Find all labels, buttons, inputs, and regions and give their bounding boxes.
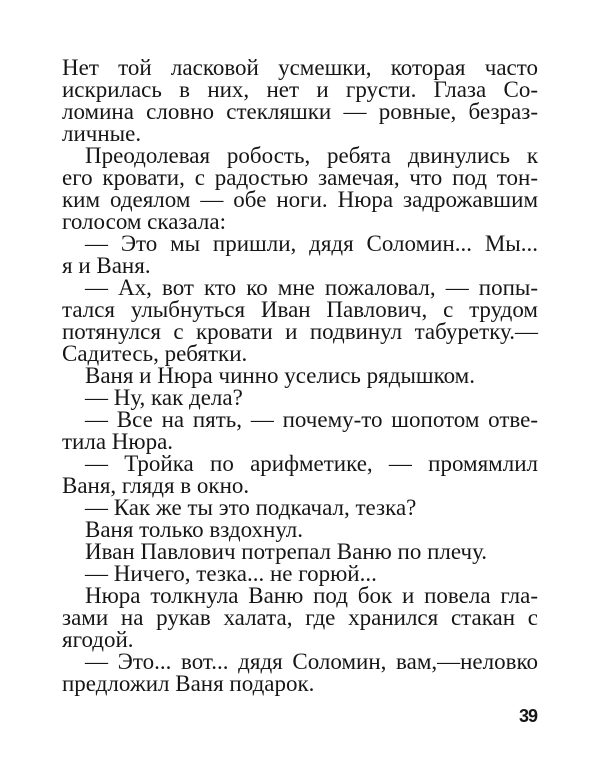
page-number: 39 [519,706,538,726]
text-line: — Ах, вот кто ко мне пожаловал, — попы- [85,275,538,300]
text-line: тался улыбнуться Иван Павлович, с трудом [62,297,538,322]
text-line: Нет той ласковой усмешки, которая часто [62,55,538,80]
text-line: Ваня, глядя в окно. [62,473,250,498]
text-line: предложил Ваня подарок. [62,671,315,696]
text-line: потянулся с кровати и подвинул табуретку.— [62,319,538,344]
text-line: его кровати, с радостью замечая, что под тон- [62,165,538,190]
book-page-text [62,57,538,695]
text-line: — Это... вот... дядя Соломин, вам,—неловко [85,649,538,674]
text-line: Преодолевая робость, ребята двинулись к [85,143,538,168]
text-line: — Ничего, тезка... не горюй... [85,561,377,586]
text-line: — Ну, как дела? [85,385,243,410]
text-line: Иван Павлович потрепал Ваню по плечу. [85,539,488,564]
text-line: личные. [62,121,142,146]
text-line: голосом сказала: [62,209,226,234]
text-line: тила Нюра. [62,429,174,454]
text-line: — Это мы пришли, дядя Соломин... Мы... [85,231,538,256]
text-line: ягодой. [62,627,134,652]
text-line: искрилась в них, нет и грусти. Глаза Со- [62,77,538,102]
text-line: Нюра толкнула Ваню под бок и повела гла- [85,583,538,608]
text-line: — Все на пять, — почему-то шопотом отве- [85,407,538,432]
text-line: Ваня только вздохнул. [85,517,304,542]
text-line: — Как же ты это подкачал, тезка? [85,495,417,520]
text-line: ломина словно стекляшки — ровные, безраз- [62,99,538,124]
text-line: я и Ваня. [62,253,151,278]
text-line: — Тройка по арифметике, — промямлил [85,451,538,476]
text-line: зами на рукав халата, где хранился стакан с [62,605,538,630]
text-line: Садитесь, ребятки. [62,341,248,366]
text-line: ким одеялом — обе ноги. Нюра задрожавшим [62,187,538,212]
text-line: Ваня и Нюра чинно уселись рядышком. [85,363,475,388]
